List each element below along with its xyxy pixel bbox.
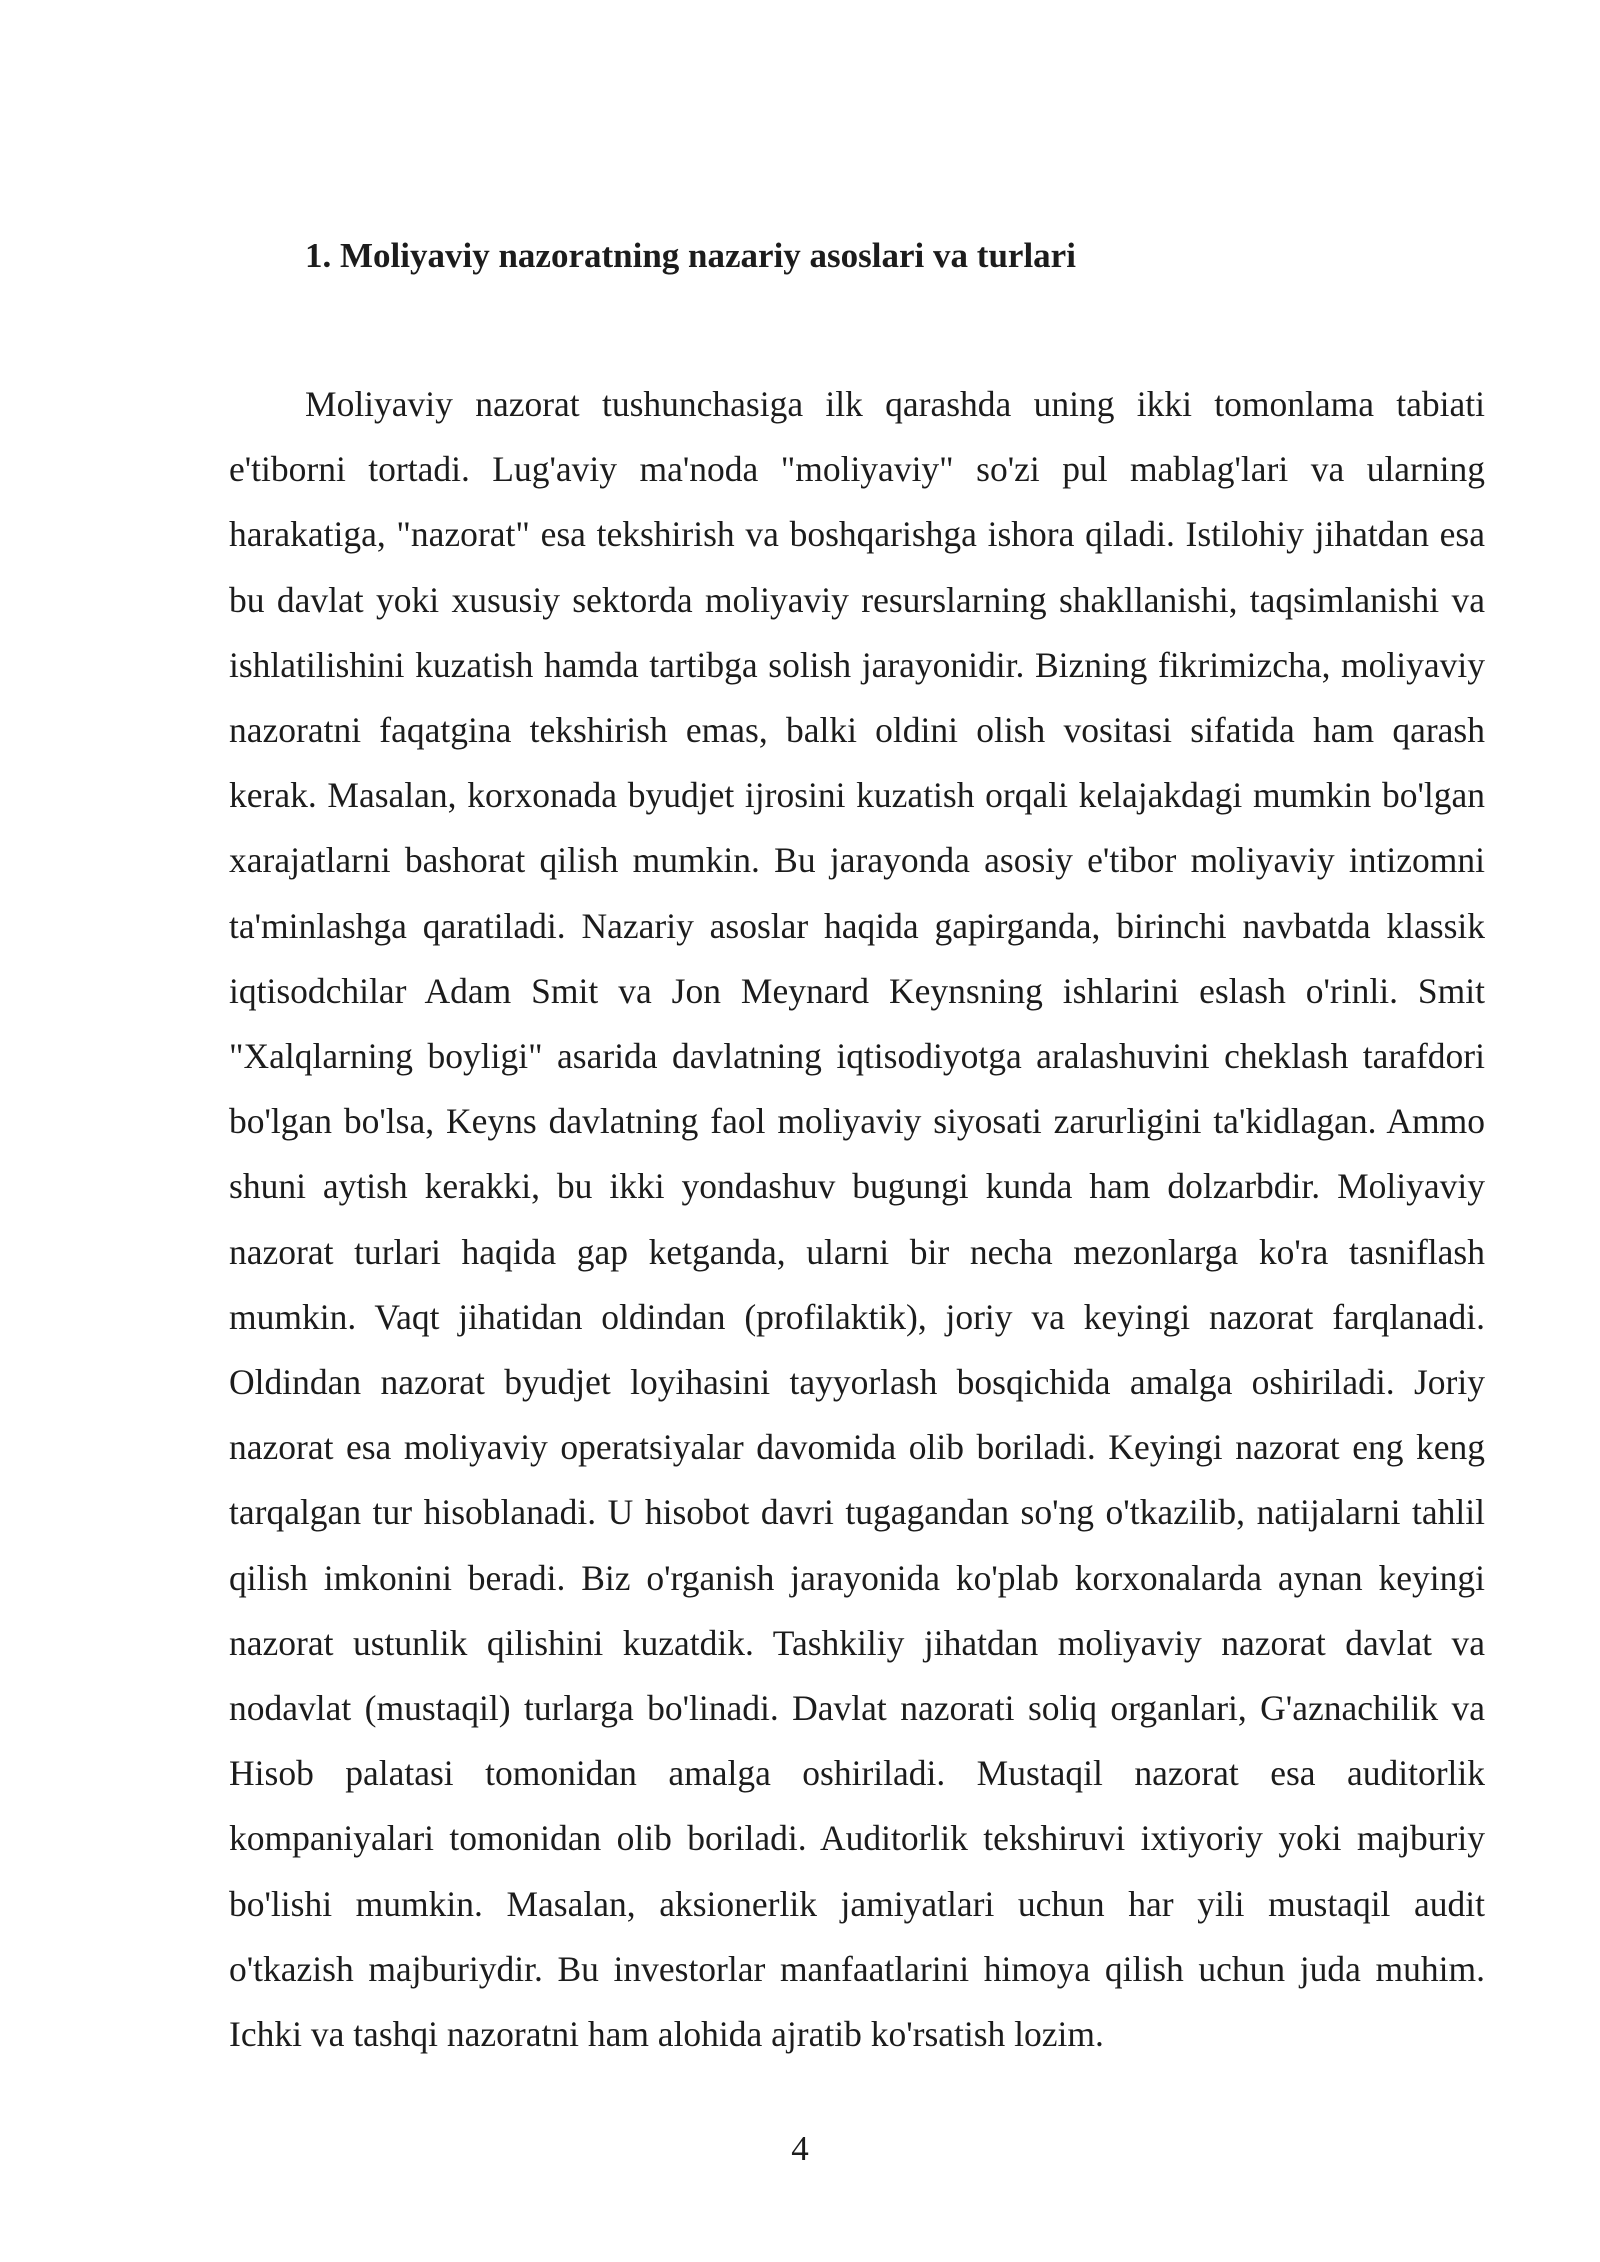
body-paragraph: Moliyaviy nazorat tushunchasiga ilk qarashda uning ikki tomonlama tabiati e'tiborni tortadi. Lug'aviy ma'noda "moliyaviy" so'zi pul mablag'lari va ularning harakatiga, "nazorat" esa tekshirish va boshqarishga ishora qiladi. Istilohiy jihatdan esa bu davlat yoki xususiy sektorda moliyaviy resurslarning shakllanishi, taqsimlanishi va ishlatilishini kuzatish hamda tartibga solish jarayonidir. Bizning fikrimizcha, moliyaviy nazoratni faqatgina tekshirish emas, balki oldini olish vositasi sifatida ham qarash kerak. Masalan, korxonada byudjet ijrosini kuzatish orqali kelajakdagi mumkin bo'lgan xarajatlarni bashorat qilish mumkin. Bu jarayonda asosiy e'tibor moliyaviy intizomni ta'minlashga qaratiladi. Nazariy asoslar haqida gapirganda, birinchi navbatda klassik iqtisodchilar Adam Smit va Jon Meynard Keynsning ishlarini eslash o'rinli. Smit "Xalqlarning boyligi" asarida davlatning iqtisodiyotga aralashuvini cheklash tarafdori bo'lgan bo'lsa, Keyns davlatning faol moliyaviy siyosati zarurligini ta'kidlagan. Ammo shuni aytish kerakki, bu ikki yondashuv bugungi kunda ham dolzarbdir. Moliyaviy nazorat turlari haqida gap ketganda, ularni bir necha mezonlarga ko'ra tasniflash mumkin. Vaqt jihatidan oldindan (profilaktik), joriy va keyingi nazorat farqlanadi. Oldindan nazorat byudjet loyihasini tayyorlash bosqichida amalga oshiriladi. Joriy nazorat esa moliyaviy operatsiyalar davomida olib boriladi. Keyingi nazorat eng keng tarqalgan tur hisoblanadi. U hisobot davri tugagandan so'ng o'tkazilib, natijalarni tahlil qilish imkonini beradi. Biz o'rganish jarayonida ko'plab korxonalarda aynan keyingi nazorat ustunlik qilishini kuzatdik. Tashkiliy jihatdan moliyaviy nazorat davlat va nodavlat (mustaqil) turlarga bo'linadi. Davlat nazorati soliq organlari, G'aznachilik va Hisob palatasi tomonidan amalga oshiriladi. Mustaqil nazorat esa auditorlik kompaniyalari tomonidan olib boriladi. Auditorlik tekshiruvi ixtiyoriy yoki majburiy bo'lishi mumkin. Masalan, aksionerlik jamiyatlari uchun har yili mustaqil audit o'tkazish majburiydir. Bu investorlar manfaatlarini himoya qilish uchun juda muhim. Ichki va tashqi nazoratni ham alohida ajratib ko'rsatish lozim. <box>229 384 1485 2055</box>
page-number: 4 <box>791 2129 809 2168</box>
section-heading: 1. Moliyaviy nazoratning nazariy asoslari va turlari <box>305 236 1076 275</box>
